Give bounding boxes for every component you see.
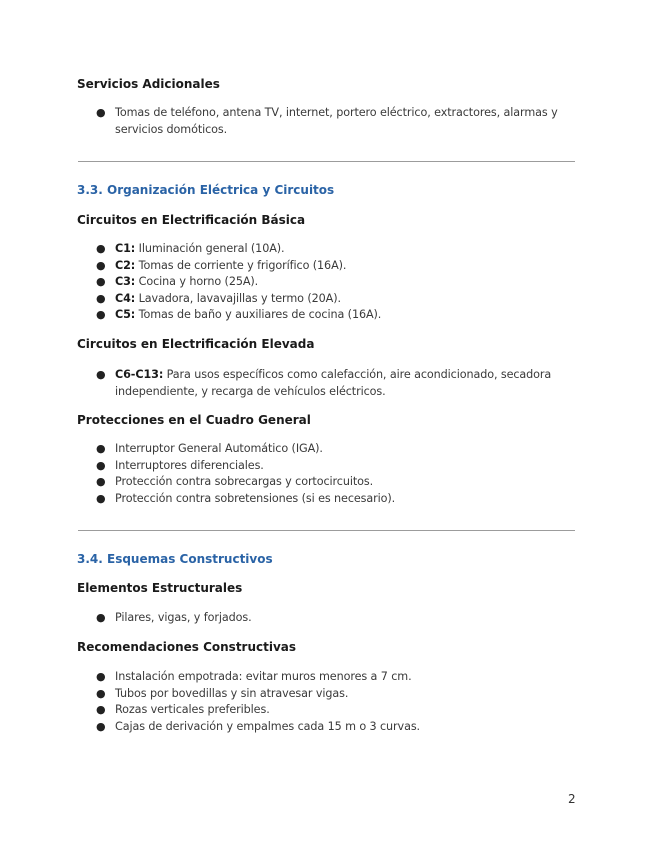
list-item-text: Interruptor General Automático (IGA). xyxy=(115,442,323,455)
recomendaciones-heading: Recomendaciones Constructivas xyxy=(77,640,297,654)
list-item xyxy=(0,258,655,275)
list-item-text: Protección contra sobretensiones (si es necesario). xyxy=(115,491,396,505)
circuit-label: C2: xyxy=(115,258,136,272)
protecciones-heading: Protecciones en el Cuadro General xyxy=(77,413,311,427)
circuit-text: Tomas de corriente y frigorífico (16A). xyxy=(135,258,347,272)
list-item xyxy=(0,610,655,627)
recomendaciones-list xyxy=(0,669,655,735)
list-item xyxy=(0,367,655,400)
bullet-icon: ● xyxy=(96,491,106,505)
bullet-icon: ● xyxy=(96,291,106,305)
circuit-text: Para usos específicos como calefacción, aire acondicionado, secadora independiente, y recarga de vehículos eléctricos. xyxy=(115,368,552,398)
circuit-text: Cocina y horno (25A). xyxy=(135,275,259,288)
circuit-text: Tomas de baño y auxiliares de cocina (16A). xyxy=(135,308,382,321)
list-item-text: Instalación empotrada: evitar muros menores a 7 cm. xyxy=(115,670,412,683)
section-title-3-3: 3.3. Organización Eléctrica y Circuitos xyxy=(77,183,335,197)
list-item xyxy=(0,458,655,475)
circuit-text: Iluminación general (10A). xyxy=(135,242,285,255)
list-item-text: Tomas de teléfono, antena TV, internet, portero eléctrico, extractores, alarmas y servicios domóticos. xyxy=(115,106,558,136)
list-item-text: Interruptores diferenciales. xyxy=(115,458,264,472)
section-divider xyxy=(78,161,575,162)
list-item xyxy=(0,669,655,686)
section-divider xyxy=(78,530,575,531)
list-item-text: Protección contra sobrecargas y cortocircuitos. xyxy=(115,475,374,488)
bullet-icon: ● xyxy=(96,611,106,624)
bullet-icon: ● xyxy=(96,670,106,683)
list-item-text: Pilares, vigas, y forjados. xyxy=(115,611,252,624)
bullet-icon: ● xyxy=(96,368,106,381)
list-item xyxy=(0,491,655,508)
list-item xyxy=(0,474,655,491)
list-item xyxy=(0,291,655,308)
bullet-icon: ● xyxy=(96,703,106,716)
list-item xyxy=(0,274,655,291)
circuit-label: C3: xyxy=(115,275,136,288)
bullet-icon: ● xyxy=(96,719,106,733)
bullet-icon: ● xyxy=(96,442,106,455)
list-item xyxy=(0,441,655,458)
circuit-label: C5: xyxy=(115,308,136,321)
circuit-label: C4: xyxy=(115,291,136,305)
bullet-icon: ● xyxy=(96,106,106,119)
list-item xyxy=(0,241,655,258)
bullet-icon: ● xyxy=(96,258,106,272)
list-item xyxy=(0,686,655,703)
protecciones-list xyxy=(0,441,655,507)
circuit-label: C1: xyxy=(115,242,136,255)
basica-heading: Circuitos en Electrificación Básica xyxy=(77,213,306,227)
bullet-icon: ● xyxy=(96,475,106,488)
section-title-3-4: 3.4. Esquemas Constructivos xyxy=(77,552,273,566)
list-item xyxy=(0,719,655,736)
list-item-text: Tubos por bovedillas y sin atravesar vigas. xyxy=(115,686,349,700)
estructurales-list xyxy=(0,610,655,627)
estructurales-heading: Elementos Estructurales xyxy=(77,581,243,595)
elevada-heading: Circuitos en Electrificación Elevada xyxy=(77,337,315,351)
circuit-label: C6-C13: xyxy=(115,368,164,381)
bullet-icon: ● xyxy=(96,275,106,288)
list-item xyxy=(0,702,655,719)
bullet-icon: ● xyxy=(96,242,106,255)
list-item-text: Cajas de derivación y empalmes cada 15 m o 3 curvas. xyxy=(115,719,421,733)
circuit-text: Lavadora, lavavajillas y termo (20A). xyxy=(135,291,341,305)
servicios-heading: Servicios Adicionales xyxy=(77,77,220,91)
page-number: 2 xyxy=(568,792,576,806)
elevada-list xyxy=(0,367,655,400)
list-item xyxy=(0,105,655,138)
servicios-list xyxy=(0,105,655,138)
bullet-icon: ● xyxy=(96,308,106,321)
bullet-icon: ● xyxy=(96,686,106,700)
basica-list xyxy=(0,241,655,324)
list-item-text: Rozas verticales preferibles. xyxy=(115,703,270,716)
bullet-icon: ● xyxy=(96,458,106,472)
list-item xyxy=(0,307,655,324)
